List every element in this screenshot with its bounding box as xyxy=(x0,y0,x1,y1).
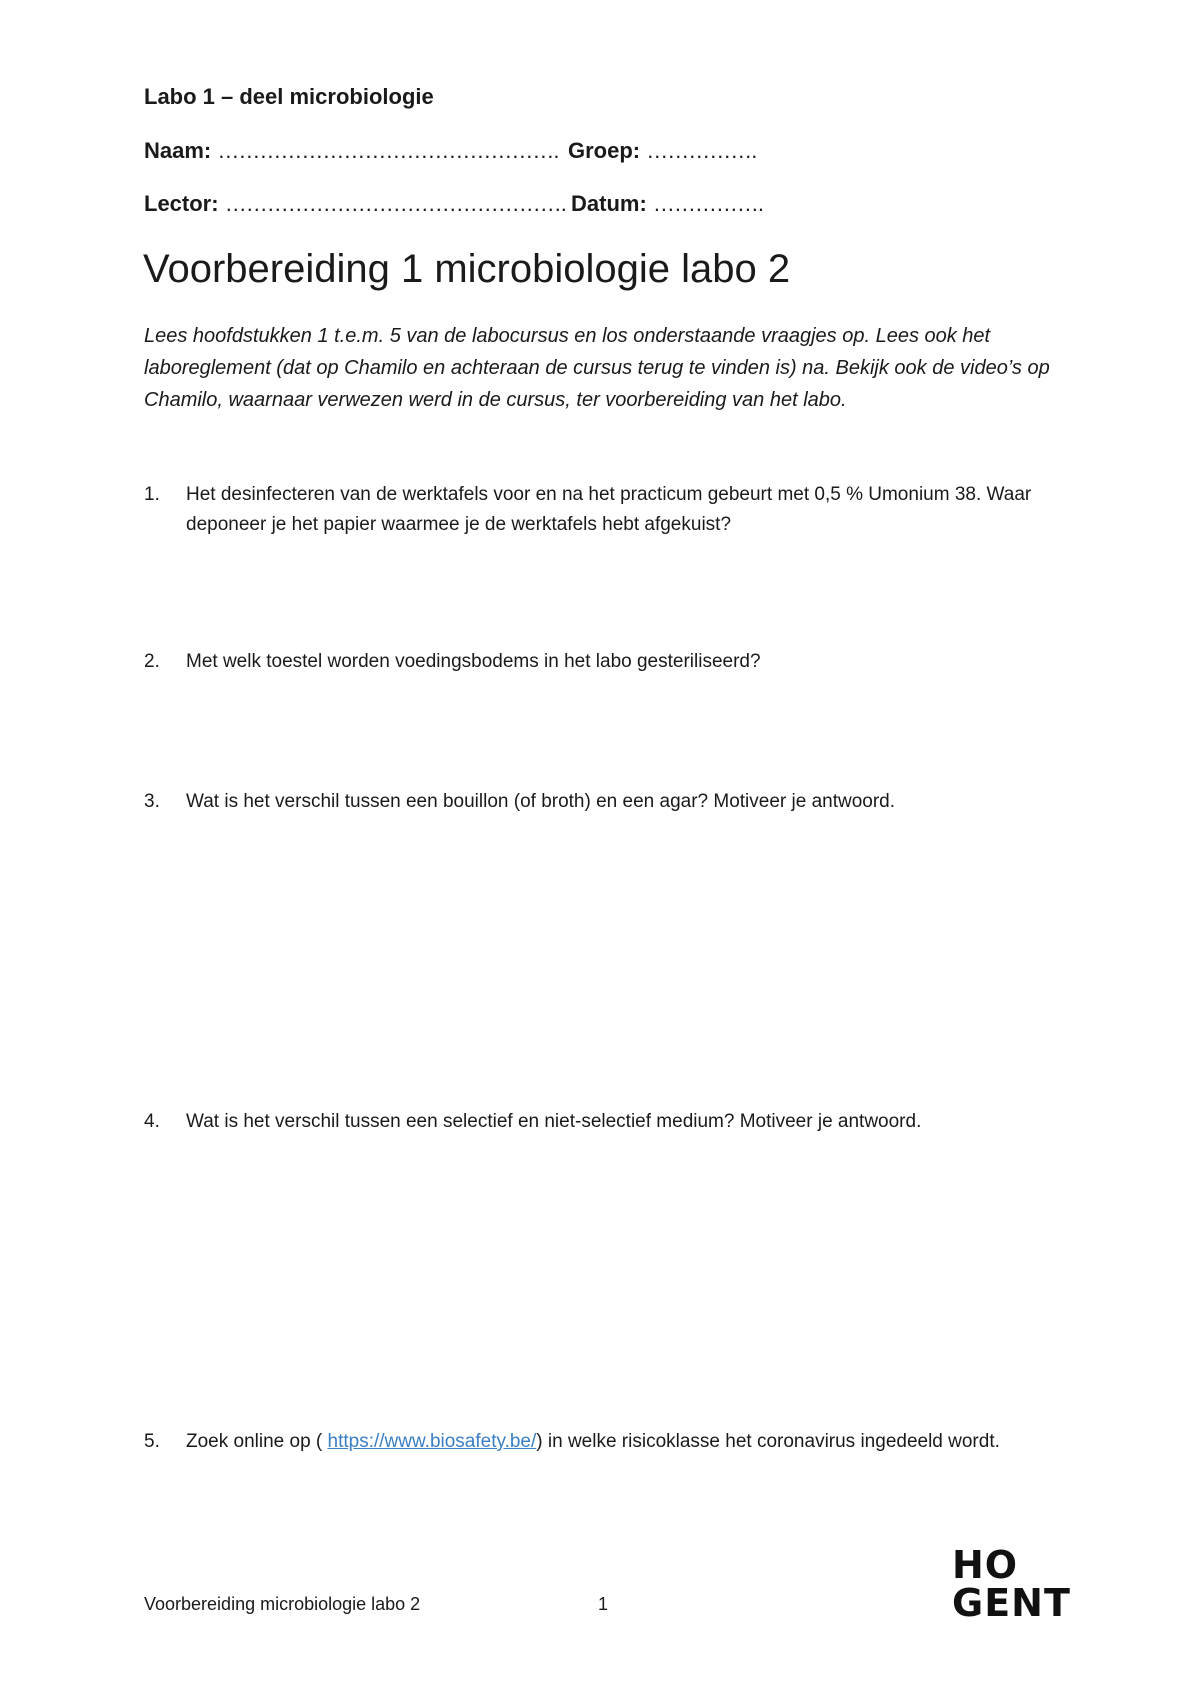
lector-blank: …………………………………………. xyxy=(224,191,566,216)
footer-title: Voorbereiding microbiologie labo 2 xyxy=(144,1594,421,1614)
datum-field xyxy=(571,191,763,217)
question-1 xyxy=(144,480,1074,540)
hogent-logo xyxy=(952,1543,1072,1626)
question-text-before: Zoek online op ( xyxy=(186,1431,328,1452)
groep-field xyxy=(568,138,756,164)
question-text: Met welk toestel worden voedingsbodems in het labo gesteriliseerd? xyxy=(186,651,761,672)
naam-blank: …………………………………………. xyxy=(217,138,559,163)
question-number: 4. xyxy=(144,1111,160,1132)
groep-label: Groep: xyxy=(568,138,641,163)
question-text: Wat is het verschil tussen een bouillon (of broth) en een agar? Motiveer je antwoord. xyxy=(186,791,896,812)
question-text xyxy=(186,1427,1074,1457)
page-title: Voorbereiding 1 microbiologie labo 2 xyxy=(143,247,791,291)
question-text: Wat is het verschil tussen een selectief en niet-selectief medium? Motiveer je antwoord. xyxy=(186,1111,922,1132)
question-number: 1. xyxy=(144,484,160,505)
question-2 xyxy=(144,647,1074,677)
datum-label: Datum: xyxy=(571,191,647,216)
question-number: 3. xyxy=(144,791,160,812)
question-text: Het desinfecteren van de werktafels voor en na het practicum gebeurt met 0,5 % Umonium 38. Waar deponeer je het papier waarmee je de werktafels hebt afgekuist? xyxy=(186,484,1032,535)
question-number: 5. xyxy=(144,1431,160,1452)
intro-paragraph: Lees hoofdstukken 1 t.e.m. 5 van de labocursus en los onderstaande vraagjes op. Lees ook het laboreglement (dat op Chamilo en achteraan de cursus terug te vinden is) na. Bekijk ook de video’s op Chamilo, waarnaar verwezen werd in de cursus, ter voorbereiding van het labo. xyxy=(144,325,1050,411)
lector-datum-row xyxy=(144,191,764,217)
naam-label: Naam: xyxy=(144,138,212,163)
logo-line-2: GENT xyxy=(952,1581,1071,1625)
datum-blank: ……………. xyxy=(652,191,764,216)
question-3 xyxy=(144,787,1074,817)
question-text-after: ) in welke risicoklasse het coronavirus ingedeeld wordt. xyxy=(536,1431,1000,1452)
lector-label: Lector: xyxy=(144,191,219,216)
question-number: 2. xyxy=(144,651,160,672)
groep-blank: ……………. xyxy=(646,138,757,163)
lab-title: Labo 1 – deel microbiologie xyxy=(144,84,434,109)
naam-groep-row xyxy=(144,138,757,164)
question-5 xyxy=(144,1427,1074,1457)
biosafety-link[interactable]: https://www.biosafety.be/ xyxy=(327,1431,537,1452)
question-4 xyxy=(144,1107,1074,1137)
logo-line-1: HO xyxy=(952,1543,1019,1587)
footer-page-number: 1 xyxy=(598,1594,609,1614)
